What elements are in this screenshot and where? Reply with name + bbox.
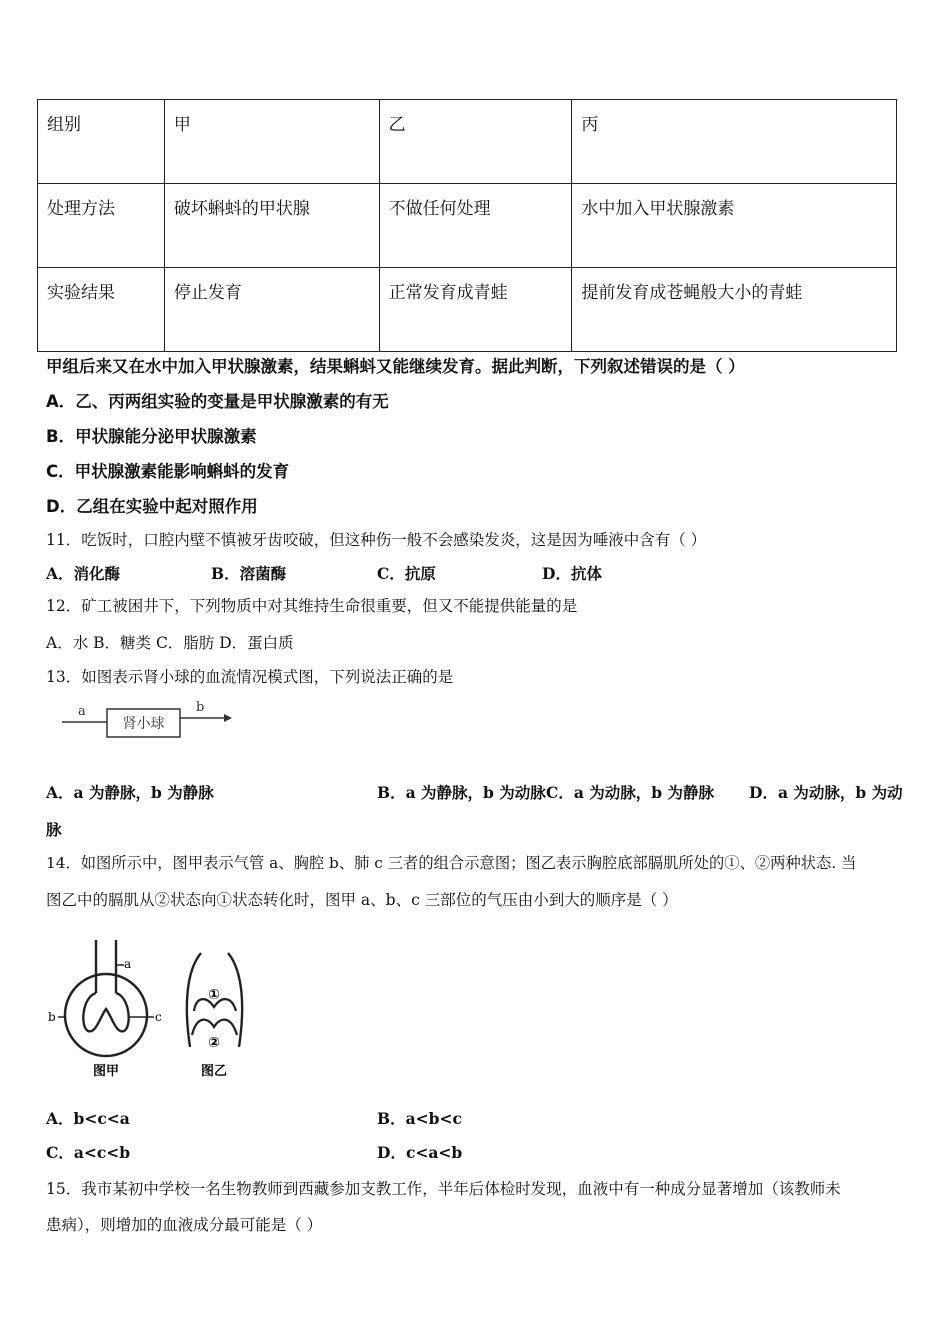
q10-stem: 甲组后来又在水中加入甲状腺激素，结果蝌蚪又能继续发育。据此判断，下列叙述错误的是（ ） <box>46 357 745 376</box>
q11-option-a: A．消化酶 <box>46 564 121 583</box>
figure-yi <box>187 953 242 1079</box>
table-row <box>38 268 897 352</box>
q13-stem: 13．如图表示肾小球的血流情况模式图，下列说法正确的是 <box>46 668 454 686</box>
table-cell: 丙 <box>572 100 897 184</box>
table-cell: 提前发育成苍蝇般大小的青蛙 <box>572 268 897 352</box>
table-cell: 实验结果 <box>38 268 165 352</box>
q14-stem-line2: 图乙中的膈肌从②状态向①状态转化时，图甲 a、b、c 三部位的气压由小到大的顺序是（ ） <box>46 891 678 909</box>
table-cell: 停止发育 <box>164 268 379 352</box>
q13-option-c: C．a 为动脉，b 为静脉 <box>546 783 715 802</box>
thorax-label: b <box>48 1010 56 1024</box>
table-cell: 甲 <box>164 100 379 184</box>
q13-option-a: A．a 为静脉，b 为静脉 <box>46 783 214 802</box>
q13-option-d-wrap: 脉 <box>46 820 62 839</box>
table-cell: 水中加入甲状腺激素 <box>572 184 897 268</box>
q14-option-a: A．b<c<a <box>46 1109 130 1128</box>
q14-stem-line1: 14．如图所示中，图甲表示气管 a、胸腔 b、肺 c 三者的组合示意图；图乙表示胸腔底部膈肌所处的①、②两种状态. 当 <box>46 854 857 872</box>
q11-option-d: D．抗体 <box>542 564 602 583</box>
lung-label: c <box>155 1010 162 1024</box>
table-cell: 组别 <box>38 100 165 184</box>
q10-option-d: D．乙组在实验中起对照作用 <box>46 497 258 516</box>
table-cell: 乙 <box>379 100 572 184</box>
glomerulus-diagram <box>58 698 243 748</box>
figure-yi-caption: 图乙 <box>200 1064 228 1079</box>
respiration-figures <box>44 935 264 1085</box>
q11-stem: 11．吃饭时，口腔内壁不慎被牙齿咬破，但这种伤一般不会感染发炎，这是因为唾液中含有（ ） <box>46 531 707 549</box>
q10-option-a: A．乙、丙两组实验的变量是甲状腺激素的有无 <box>46 392 389 411</box>
table-row <box>38 184 897 268</box>
q15-stem-line1: 15．我市某初中学校一名生物教师到西藏参加支教工作，半年后体检时发现，血液中有一种成分显著增加（该教师未 <box>46 1180 841 1198</box>
q14-option-d: D．c<a<b <box>377 1143 463 1162</box>
q14-option-c: C．a<c<b <box>46 1143 131 1162</box>
q13-option-b: B．a 为静脉，b 为动脉 <box>377 783 546 802</box>
q10-option-b: B．甲状腺能分泌甲状腺激素 <box>46 427 257 446</box>
table-cell: 不做任何处理 <box>379 184 572 268</box>
table-cell: 正常发育成青蛙 <box>379 268 572 352</box>
q10-option-c: C．甲状腺激素能影响蝌蚪的发育 <box>46 462 290 481</box>
table-header-row <box>38 100 897 184</box>
figure-jia <box>48 940 162 1079</box>
q11-option-c: C．抗原 <box>377 564 436 583</box>
glomerulus-box-label: 肾小球 <box>122 716 165 732</box>
q14-option-b: B．a<b<c <box>377 1109 462 1128</box>
diaphragm-state-1: ① <box>208 987 220 1003</box>
q13-option-d: D．a 为动脉，b 为动 <box>749 783 903 802</box>
figure-jia-caption: 图甲 <box>92 1064 120 1079</box>
q12-options: A．水 B．糖类 C．脂肪 D．蛋白质 <box>46 634 294 652</box>
diaphragm-state-2: ② <box>208 1035 220 1051</box>
table-cell: 破坏蝌蚪的甲状腺 <box>164 184 379 268</box>
q12-stem: 12．矿工被困井下，下列物质中对其维持生命很重要，但又不能提供能量的是 <box>46 597 578 615</box>
trachea-label: a <box>124 957 132 971</box>
outflow-label: b <box>196 700 205 715</box>
q15-stem-line2: 患病），则增加的血液成分最可能是（ ） <box>46 1216 323 1234</box>
table-cell: 处理方法 <box>38 184 165 268</box>
q11-option-b: B．溶菌酶 <box>211 564 287 583</box>
inflow-label: a <box>78 704 86 719</box>
experiment-table <box>37 99 897 352</box>
